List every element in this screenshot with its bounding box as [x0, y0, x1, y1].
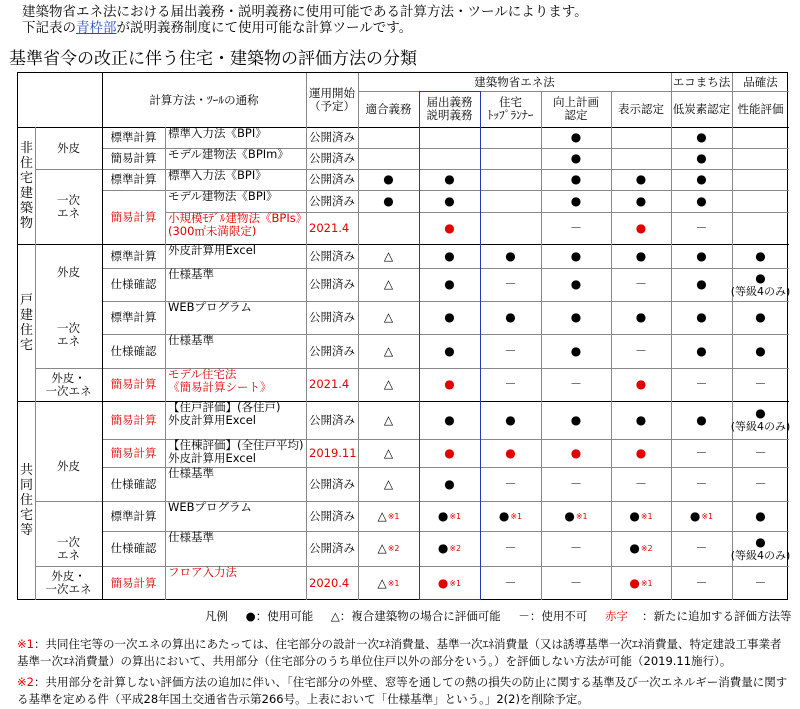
row-mark: ●: [755, 248, 766, 263]
row-mark: ●: [696, 151, 707, 165]
row-mark: －: [569, 575, 582, 590]
row-mark: －: [754, 445, 767, 460]
row-mark: △: [383, 343, 394, 358]
row-mark: ●: [444, 310, 455, 324]
row-tool-name: 標準入力法《BPI》: [168, 126, 267, 140]
row-mark: △: [383, 310, 394, 324]
row-mark: －: [695, 377, 708, 391]
row-mark: ●: [696, 130, 707, 144]
row-tool-name: モデル住宅法 《簡易計算シート》: [168, 367, 272, 394]
row-mark: ●: [444, 248, 455, 263]
row-mark: △ ※1: [377, 508, 400, 523]
subgroup-energy: 一次 エネ: [57, 192, 80, 220]
row-tool-name: 仕様基準: [168, 333, 214, 347]
row-mark: △: [383, 445, 394, 460]
row-mark: ●: [383, 172, 394, 186]
row-start: 公開済み: [309, 151, 355, 165]
row-method: 標準計算: [110, 310, 157, 324]
row-tool-name: 仕様基準: [168, 267, 214, 281]
legend: [205, 608, 800, 624]
row-mark: ● (等級4のみ): [730, 406, 791, 433]
row-mark: －: [695, 541, 708, 555]
row-mark: －: [504, 476, 517, 491]
row-mark: －: [504, 377, 517, 391]
row-mark: ●: [696, 172, 707, 186]
row-mark: －: [695, 476, 708, 491]
subgroup-envelope: 外皮: [57, 140, 80, 155]
header-col-6: 性能評価: [737, 101, 784, 116]
row-mark: ●: [635, 220, 647, 235]
row-mark: ●: [505, 412, 516, 427]
row-mark: －: [634, 476, 647, 491]
row-tool-name: モデル建物法《BPI》: [168, 189, 278, 203]
row-tool-name: 小規模ﾓﾃﾞﾙ建物法《BPIs》 (300㎡未満限定): [168, 211, 308, 238]
row-tool-name: 標準入力法《BPI》: [168, 168, 267, 182]
row-mark: ●: [570, 248, 582, 263]
row-mark: ●: [444, 377, 455, 391]
row-mark: ●: [570, 151, 582, 165]
row-mark: ●: [755, 310, 766, 324]
row-mark: －: [504, 575, 517, 590]
row-mark: ● ※1: [689, 508, 714, 523]
row-mark: △ ※1: [377, 575, 400, 590]
row-method: 仕様確認: [110, 277, 157, 291]
row-mark: ●: [570, 445, 582, 460]
row-mark: △: [383, 476, 394, 491]
row-mark: －: [504, 277, 517, 291]
row-mark: －: [695, 575, 708, 590]
row-tool-name: 【住戸評価】(各住戸) 外皮計算用Excel: [168, 400, 281, 427]
row-mark: －: [634, 343, 647, 358]
row-mark: ● (等級4のみ): [730, 534, 791, 562]
row-mark: ● ※1: [437, 508, 462, 523]
row-mark: ●: [635, 412, 647, 427]
row-method: 仕様確認: [110, 541, 157, 555]
row-start: 公開済み: [309, 277, 355, 291]
row-start: 2021.4: [309, 220, 350, 235]
row-start: 公開済み: [309, 172, 355, 186]
row-start: 公開済み: [309, 412, 355, 427]
row-mark: ●: [635, 193, 647, 208]
row-tool-name: WEBプログラム: [168, 300, 252, 314]
row-mark: ●: [635, 377, 647, 391]
row-mark: ●: [505, 445, 516, 460]
row-start: 2021.4: [309, 377, 350, 391]
header-law-2: エコまち法: [672, 74, 731, 89]
row-mark: ●: [444, 445, 455, 460]
row-mark: ●: [444, 343, 455, 358]
row-method: 標準計算: [110, 508, 157, 523]
row-start: 公開済み: [309, 508, 355, 523]
row-mark: ●: [570, 130, 582, 144]
row-start: 公開済み: [309, 343, 355, 358]
footnote-2: ※2：共用部分を計算しない評価方法の追加に伴い、「住宅部分の外壁、窓等を通しての熱の損失の防止に関する基準及び一次エネルギー消費量に関する基準を定める件（平成28年国土交通省告示第266号。上表において「仕様基準」という。」2(2)を削除予定。: [17, 675, 788, 706]
row-method: 仕様確認: [110, 476, 157, 491]
subgroup-both: 外皮・ 一次エネ: [45, 370, 92, 398]
row-mark: ●: [755, 508, 766, 523]
header-col-0: 適合義務: [365, 101, 412, 116]
row-mark: ●: [444, 476, 455, 491]
legend-triangle: △：複合建築物の場合に評価可能: [330, 609, 501, 623]
header-calc-name: 計算方法・ﾂｰﾙの通称: [149, 92, 259, 107]
row-mark: ●: [635, 248, 647, 263]
row-method: 仕様確認: [110, 343, 157, 358]
group-house: 戸 建 住 宅: [19, 292, 33, 353]
row-mark: ●: [696, 343, 707, 358]
row-mark: ●: [444, 277, 455, 291]
row-start: 公開済み: [309, 541, 355, 555]
row-mark: －: [504, 541, 517, 555]
header-law-3: 品確法: [743, 74, 778, 89]
row-mark: △: [383, 277, 394, 291]
row-mark: ● ※2: [437, 541, 462, 555]
row-start: 公開済み: [309, 476, 355, 491]
row-tool-name: 仕様基準: [168, 530, 214, 544]
row-mark: ● ※1: [437, 575, 462, 590]
row-tool-name: フロア入力法: [168, 565, 237, 579]
row-method: 簡易計算: [110, 151, 157, 165]
row-start: 公開済み: [309, 130, 355, 144]
row-mark: ●: [444, 220, 455, 235]
header-col-3: 向上計画 認定: [553, 95, 599, 122]
row-mark: ●: [635, 310, 647, 324]
row-mark: －: [504, 343, 517, 358]
subgroup-energy: 一次 エネ: [57, 534, 80, 562]
row-mark: △: [383, 377, 394, 391]
header-col-4: 表示認定: [618, 101, 664, 116]
group-nonres: 非 住 宅 建 築 物: [19, 140, 33, 231]
row-method: 簡易計算: [110, 209, 157, 224]
row-mark: △ ※2: [377, 541, 400, 555]
row-method: 標準計算: [110, 172, 157, 186]
row-mark: －: [754, 575, 767, 590]
row-tool-name: WEBプログラム: [168, 500, 252, 514]
row-mark: ● ※1: [629, 508, 653, 523]
row-mark: ●: [635, 172, 647, 186]
row-method: 簡易計算: [110, 377, 157, 391]
row-start: 2019.11: [309, 445, 357, 460]
header-col-5: 低炭素認定: [672, 101, 731, 116]
row-mark: ● ※1: [498, 508, 523, 523]
row-mark: ●: [570, 412, 582, 427]
row-mark: －: [695, 445, 708, 460]
row-mark: ●: [570, 310, 582, 324]
blue-frame-link[interactable]: 青枠部: [76, 20, 117, 36]
row-mark: －: [569, 476, 582, 491]
evaluation-table: [17, 72, 791, 600]
row-mark: ●: [635, 445, 647, 460]
legend-red: 赤字: [605, 609, 629, 623]
row-start: 公開済み: [309, 310, 355, 324]
row-method: 簡易計算: [110, 445, 157, 460]
row-mark: ●: [696, 277, 707, 291]
group-multi: 共 同 住 宅 等: [19, 463, 33, 538]
row-mark: ●: [444, 412, 455, 427]
footnote-1: ※1：共同住宅等の一次エネの算出にあたっては、住宅部分の設計一次ｴﾈ消費量、基準一次ｴﾈ消費量（又は誘導基準一次ｴﾈ消費量、特定建設工事業者基準一次ｴﾈ消費量）の算出において、共用部分（住宅部分のうち単位住戸以外の部分をいう。）を評価しない方法が可能（2019.11施行）。: [17, 637, 782, 668]
intro-line-2: 下記表の青枠部が説明義務制度にて使用可能な計算ツールです。: [22, 20, 413, 36]
legend-red-desc: ：新たに追加する評価方法等: [642, 609, 792, 623]
subgroup-envelope: 外皮: [57, 265, 80, 279]
subgroup-energy: 一次 エネ: [57, 320, 80, 348]
header-start: 運用開始 （予定）: [309, 86, 355, 113]
row-mark: △: [383, 248, 394, 263]
row-method: 簡易計算: [110, 412, 157, 427]
row-mark: －: [754, 476, 767, 491]
header-law-1: 建築物省エネ法: [474, 74, 555, 89]
row-mark: －: [634, 277, 647, 291]
row-mark: ● (等級4のみ): [730, 270, 791, 298]
row-tool-name: モデル建物法《BPIm》: [168, 147, 289, 161]
subgroup-both: 外皮・ 一次エネ: [45, 569, 92, 596]
header-col-2: 住宅 ﾄｯﾌﾟﾗﾝﾅｰ: [487, 95, 534, 122]
row-mark: ●: [696, 310, 707, 324]
row-mark: ●: [755, 343, 766, 358]
row-mark: ● ※1: [629, 575, 653, 590]
row-mark: ●: [444, 172, 455, 186]
row-mark: ●: [444, 193, 455, 208]
row-mark: ●: [570, 277, 582, 291]
row-mark: ●: [570, 193, 582, 208]
intro-line-1: 建築物省エネ法における届出義務・説明義務に使用可能である計算方法・ツールによります。: [22, 4, 588, 20]
page-title: 基準省令の改正に伴う住宅・建築物の評価方法の分類: [9, 49, 417, 69]
row-mark: ●: [383, 193, 394, 208]
header-col-1: 届出義務 説明義務: [426, 95, 473, 122]
row-tool-name: 外皮計算用Excel: [168, 243, 256, 257]
subgroup-envelope: 外皮: [57, 458, 80, 473]
row-method: 標準計算: [110, 248, 157, 263]
row-mark: －: [695, 220, 708, 235]
row-start: 公開済み: [309, 248, 355, 263]
row-mark: ●: [505, 310, 516, 324]
legend-dash: －：使用不可: [518, 609, 588, 623]
row-mark: －: [569, 220, 582, 235]
legend-label: 凡例: [205, 609, 228, 623]
row-method: 簡易計算: [110, 575, 157, 590]
row-mark: －: [754, 377, 767, 391]
row-mark: －: [569, 541, 582, 555]
row-mark: ●: [505, 248, 516, 263]
row-mark: ●: [570, 172, 582, 186]
legend-dot: ●：使用可能: [245, 609, 314, 623]
row-mark: ●: [696, 248, 707, 263]
row-mark: ● ※2: [629, 541, 653, 555]
row-mark: △: [383, 412, 394, 427]
row-start: 2020.4: [309, 575, 350, 590]
row-tool-name: 【住棟評価】(全住戸平均) 外皮計算用Excel: [168, 438, 304, 465]
row-mark: ●: [570, 343, 582, 358]
row-mark: ● ※1: [564, 508, 588, 523]
row-tool-name: 仕様基準: [168, 466, 214, 480]
row-mark: －: [569, 377, 582, 391]
row-mark: ●: [696, 193, 707, 208]
row-mark: ●: [696, 412, 707, 427]
row-start: 公開済み: [309, 193, 355, 208]
row-method: 標準計算: [110, 130, 157, 144]
